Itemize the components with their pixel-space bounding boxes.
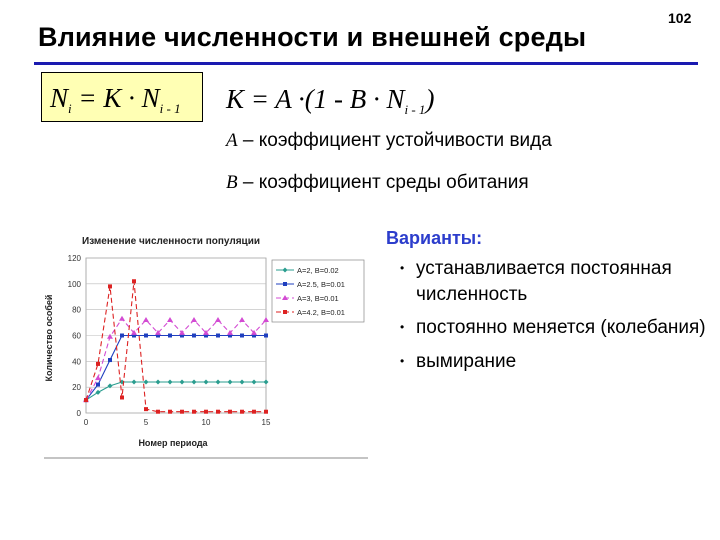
data-point	[168, 410, 172, 414]
definition-symbol: B	[226, 172, 238, 193]
legend-label: A=3, B=0.01	[297, 294, 339, 303]
data-point	[264, 334, 268, 338]
data-point	[96, 383, 100, 387]
legend-label: A=2, B=0.02	[297, 266, 339, 275]
data-point	[252, 410, 256, 414]
data-point	[204, 410, 208, 414]
y-tick-label: 100	[67, 279, 81, 289]
list-item-text: постоянно меняется (колебания)	[416, 317, 706, 339]
chart-title: Изменение численности популяции	[82, 236, 260, 247]
data-point	[192, 410, 196, 414]
x-tick-label: 0	[83, 418, 89, 427]
bullet-icon: •	[400, 261, 405, 275]
definition-symbol: A	[226, 130, 238, 151]
data-point	[144, 334, 148, 338]
data-point	[84, 398, 88, 402]
data-point	[144, 407, 148, 411]
list-item-text: устанавливается постоянная численность	[416, 258, 672, 305]
data-point	[192, 334, 196, 338]
list-item	[400, 256, 710, 307]
formula-recurrence	[41, 72, 203, 122]
variants-list	[400, 256, 710, 383]
legend-label: A=2.5, B=0.01	[297, 280, 345, 289]
y-tick-label: 0	[76, 409, 81, 418]
data-point	[168, 334, 172, 338]
formula-lhs-sub: i	[68, 101, 72, 116]
formula-rhs: = K · N	[71, 83, 160, 113]
y-tick-label: 20	[72, 383, 81, 393]
chart-x-axis-label: Номер периода	[138, 438, 208, 448]
data-point	[283, 282, 287, 286]
formula-k	[226, 74, 434, 135]
data-point	[228, 410, 232, 414]
y-tick-label: 40	[72, 357, 81, 367]
y-tick-label: 80	[72, 305, 81, 315]
slide-number: 102	[668, 10, 692, 26]
x-tick-label: 15	[261, 418, 271, 427]
data-point	[180, 410, 184, 414]
data-point	[156, 410, 160, 414]
population-chart	[40, 228, 370, 460]
chart-y-axis-label: Количество особей	[44, 294, 54, 382]
definition-b	[226, 172, 529, 194]
x-tick-label: 5	[143, 418, 149, 427]
x-tick-label: 10	[201, 418, 211, 427]
data-point	[240, 334, 244, 338]
data-point	[96, 362, 100, 366]
formula-k-sub: i - 1	[404, 102, 426, 117]
bullet-icon: •	[400, 320, 405, 335]
definition-a	[226, 130, 552, 152]
list-item	[400, 315, 710, 341]
list-item-text: вымирание	[416, 350, 517, 372]
data-point	[120, 396, 124, 400]
definition-text: – коэффициент среды обитания	[237, 172, 529, 193]
data-point	[283, 310, 287, 314]
data-point	[108, 358, 112, 362]
slide-title: Влияние численности и внешней среды	[38, 22, 587, 52]
data-point	[264, 410, 268, 414]
bullet-icon: •	[400, 353, 405, 368]
data-point	[216, 334, 220, 338]
formula-lhs: N	[50, 83, 69, 113]
formula-rhs-sub: i - 1	[159, 101, 181, 116]
formula-k-close: )	[425, 84, 435, 114]
title-underline	[34, 62, 698, 65]
y-tick-label: 120	[67, 254, 81, 263]
data-point	[108, 284, 112, 288]
data-point	[240, 410, 244, 414]
definition-text: – коэффициент устойчивости вида	[237, 130, 552, 151]
formula-k-body: K = A ·(1 - B · N	[226, 84, 405, 114]
y-tick-label: 60	[72, 331, 81, 341]
data-point	[216, 410, 220, 414]
data-point	[120, 334, 124, 338]
list-item	[400, 349, 710, 375]
data-point	[132, 279, 136, 283]
legend-label: A=4.2, B=0.01	[297, 308, 345, 317]
variants-heading: Варианты:	[386, 228, 483, 248]
